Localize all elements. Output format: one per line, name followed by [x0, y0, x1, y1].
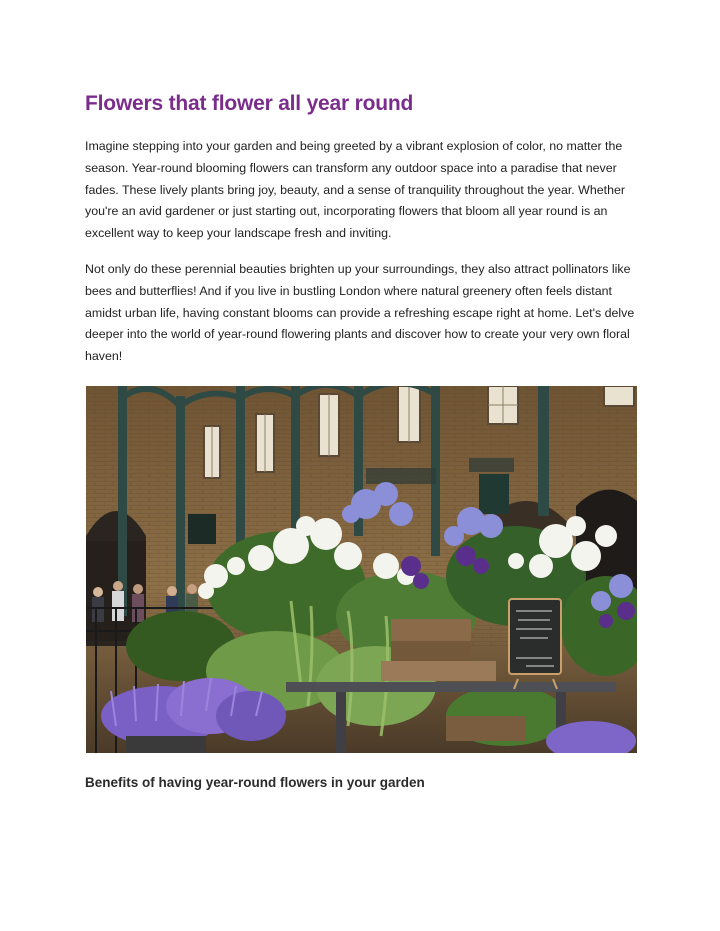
second-paragraph: Not only do these perennial beauties brighten up your surroundings, they also attract pollinators like bees and butterflies! And if you live in bustling London where natural greenery often feels distant amidst urban life, having constant blooms can provide a refreshing escape right at home. Let's delve deeper into the world of year-round flowering plants and discover how to create your very own floral haven! — [85, 262, 635, 364]
intro-paragraph: Imagine stepping into your garden and being greeted by a vibrant explosion of color, no matter the season. Year-round blooming flowers can transform any outdoor space into a paradise that never fades. These lively plants bring joy, beauty, and a sense of tranquility throughout the year. Whether you're an avid gardener or just starting out, incorporating flowers that bloom all year round is an excellent way to keep your landscape fresh and inviting. — [85, 139, 626, 241]
page-title: Flowers that flower all year round — [85, 92, 414, 115]
section-heading: Benefits of having year-round flowers in your garden — [85, 775, 425, 790]
flower-market-photo — [86, 386, 637, 753]
